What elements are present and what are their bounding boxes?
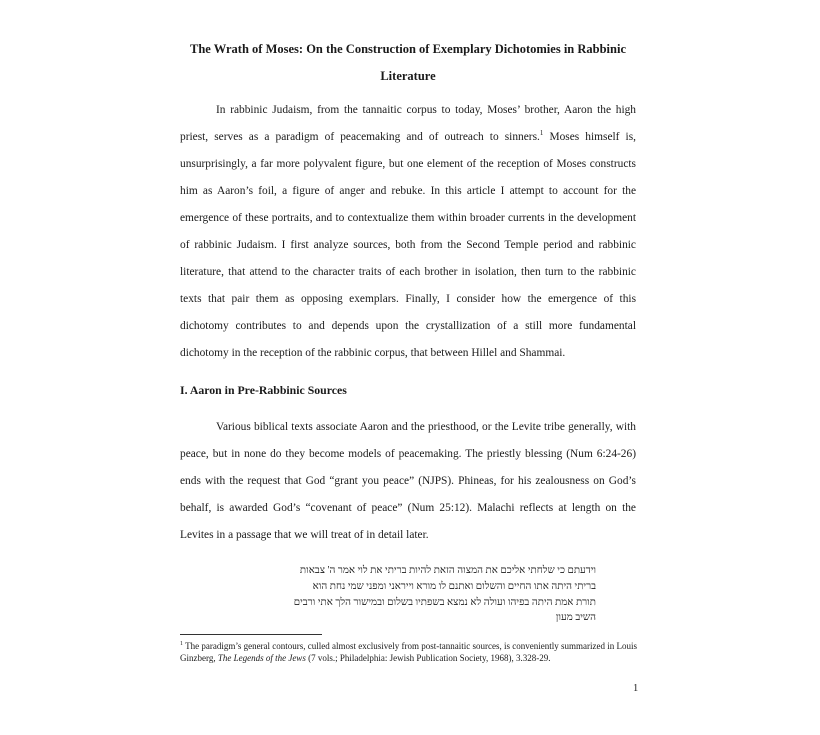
hebrew-line: תורת אמת היתה בפיהו ועולה לא נמצא בשפתיו בשלום ובמישור הלך אתי ורבים (293, 596, 596, 608)
hebrew-line: וידעתם כי שלחתי אליכם את המצוה הזאת להיות בריתי את לוי אמר ה' צבאות (299, 565, 596, 576)
intro-paragraph-text-1: In rabbinic Judaism, from the tannaitic corpus to today, Moses’ brother, Aaron the high priest, serves as a paradigm of peacemaking and of outreach to sinners. (180, 104, 636, 143)
page-number: 1 (633, 683, 639, 694)
hebrew-line: השיב מעון (555, 612, 596, 624)
section-paragraph: Various biblical texts associate Aaron and the priesthood, or the Levite tribe generally, with peace, but in none do they become models of peacemaking. The priestly blessing (Num 6:24-26) ends with the request that God “grant you peace” (NJPS). Phineas, for his zealousness on God’s behalf, is awarded God’s “covenant of peace” (Num 25:12). Malachi reflects at length on the Levites in a passage that we will treat of in detail later. (180, 421, 636, 541)
intro-paragraph-text-2: Moses himself is, unsurprisingly, a far more polyvalent figure, but one element of the reception of Moses constructs him as Aaron’s foil, a figure of anger and rebuke. In this article I attempt to account for the emergence of these portraits, and to contextualize them within broader currents in the development of rabbinic Judaism. I first analyze sources, both from the Second Temple period and rabbinic literature, that attend to the character traits of each brother in isolation, then turn to the rabbinic texts that pair them as opposing exemplars. Finally, I consider how the emergence of this dichotomy contributes to and depends upon the crystallization of a still more fundamental dichotomy in the reception of the rabbinic corpus, that between Hillel and Shammai. (180, 131, 637, 359)
footnote-text-1: The paradigm’s general contours, culled almost exclusively from post-tannaitic sources, is conveniently summarized in Louis Ginzberg, (180, 641, 637, 663)
document-title: The Wrath of Moses: On the Construction of Exemplary Dichotomies in Rabbinic Literature (190, 42, 626, 83)
section-heading: I. Aaron in Pre-Rabbinic Sources (180, 383, 347, 397)
intro-paragraph (180, 97, 636, 367)
footnote-reference[interactable]: 1 (539, 129, 544, 138)
footnote-divider (180, 634, 322, 635)
footnote (180, 640, 640, 664)
footnote-number: 1 (180, 641, 183, 647)
hebrew-quotation (240, 563, 596, 626)
hebrew-line: בריתי היתה אתו החיים והשלום ואתנם לו מורא וייראני ומפני שמי נחת הוא (312, 580, 596, 592)
footnote-text-2: (7 vols.; Philadelphia: Jewish Publication Society, 1968), 3.328-29. (305, 653, 551, 663)
footnote-book-title: The Legends of the Jews (217, 653, 306, 663)
